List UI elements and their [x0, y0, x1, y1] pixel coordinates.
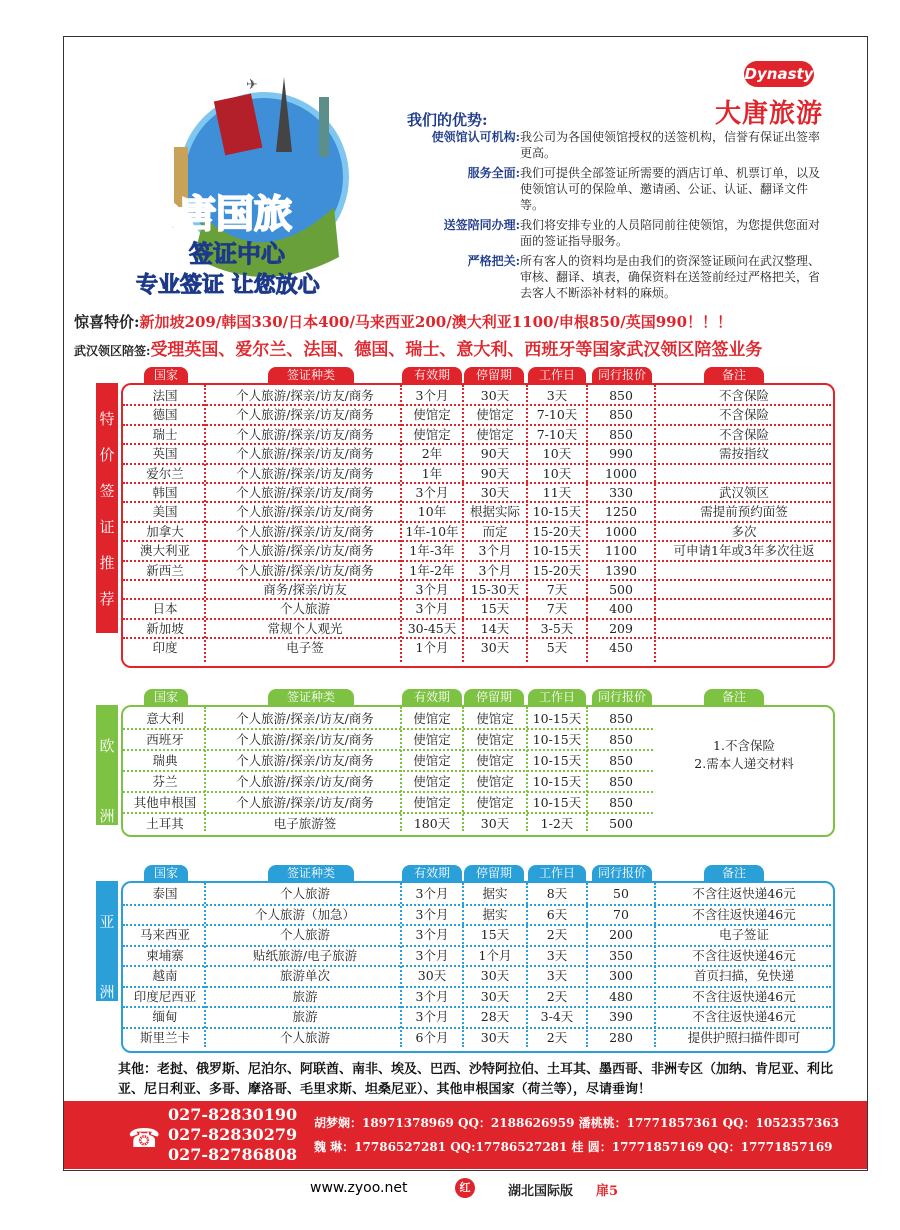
- table-cell: 个人旅游: [279, 927, 330, 942]
- table-cell: 个人旅游/探亲/访友/商务: [236, 407, 374, 423]
- table-cell: 使馆定: [413, 732, 451, 747]
- table-cell: 15-20天: [532, 523, 582, 539]
- table-cell: 2天: [546, 927, 568, 942]
- table-cell: 根据实际: [469, 504, 520, 520]
- table-cell: 据实: [482, 906, 508, 922]
- table-cell: 350: [609, 947, 633, 963]
- telephone-icon: ☎: [128, 1124, 161, 1154]
- table-cell: 15天: [480, 601, 510, 617]
- table-cell: 旅游: [292, 988, 318, 1004]
- table-cell: 15-20天: [532, 562, 582, 578]
- table-cell: 10-15天: [532, 543, 582, 559]
- table-cell: 使馆定: [413, 753, 451, 768]
- table-cell: 850: [609, 388, 633, 403]
- table-cell: 个人旅游/探亲/访友/商务: [236, 388, 374, 403]
- table-cell: 7-10天: [536, 407, 578, 423]
- column-header: 同行报价: [592, 865, 652, 881]
- table-cell: 个人旅游/探亲/访友/商务: [236, 795, 374, 810]
- table-cell: 1年: [421, 465, 443, 481]
- table-cell: 90天: [480, 446, 510, 462]
- table-cell: 个人旅游: [279, 1029, 330, 1045]
- column-header: 签证种类: [268, 367, 354, 383]
- column-header: 停留期: [464, 367, 524, 383]
- table-cell: 需按指纹: [718, 446, 769, 462]
- table-cell: 不含往返快递46元: [692, 886, 796, 901]
- table-cell: 武汉领区: [718, 485, 769, 500]
- table-cell: 1个月: [415, 640, 449, 656]
- table-cell: 10-15天: [532, 774, 582, 789]
- table-cell: 3个月: [415, 988, 449, 1004]
- table-cell: 首页扫描，免快递: [693, 968, 794, 983]
- column-header: 国家: [144, 865, 188, 881]
- table-cell: 不含保险: [718, 388, 769, 403]
- table-cell: 850: [609, 407, 633, 423]
- table-cell: 1100: [605, 543, 637, 559]
- table-cell: 30天: [480, 1029, 510, 1045]
- table-row: [64, 885, 844, 906]
- banner-title: 大唐国旅: [140, 192, 293, 236]
- red-badge-icon: 红: [455, 1178, 475, 1198]
- table-cell: 不含保险: [718, 407, 769, 423]
- column-header: 工作日: [528, 689, 586, 705]
- table-cell: 不含保险: [718, 426, 769, 442]
- column-header: 同行报价: [592, 367, 652, 383]
- table-cell: 280: [609, 1029, 633, 1045]
- banner-sub2: 专业签证 让您放心: [136, 273, 320, 298]
- advantage-item: 服务全面: 我们可提供全部签证所需要的酒店订单、机票订单，以及使领馆认可的保险单、邀请函、公证、认证、翻译文件等。: [467, 166, 821, 212]
- table-cell: 贴纸旅游/电子旅游: [252, 947, 358, 963]
- table-cell: 30-45天: [407, 620, 457, 636]
- svg-text:✈: ✈: [246, 77, 258, 93]
- table-cell: 电子签: [286, 640, 324, 656]
- table-cell: 西班牙: [146, 732, 184, 747]
- table-cell: 3个月: [415, 1009, 449, 1024]
- table-cell: 土耳其: [146, 816, 184, 831]
- table-cell: 个人旅游/探亲/访友/商务: [236, 543, 374, 559]
- table-cell: 180天: [413, 816, 451, 831]
- table-cell: 390: [609, 1009, 633, 1024]
- table-cell: 1-2天: [540, 816, 574, 831]
- column-header: 国家: [144, 367, 188, 383]
- table-cell: 3个月: [415, 582, 449, 597]
- table-cell: 15-30天: [470, 582, 520, 597]
- table-cell: 印度: [152, 640, 178, 656]
- table-cell: 斯里兰卡: [139, 1029, 190, 1045]
- table-cell: 5天: [546, 640, 568, 656]
- table-cell: 3个月: [415, 886, 449, 901]
- advantage-item: 严格把关: 所有客人的资料均是由我们的资深签证顾问在武汉整理、审核、翻译、填表，确保资料在送签前经过严格把关，省去客人不断添补材料的麻烦。: [467, 254, 821, 300]
- table-cell: 日本: [152, 601, 178, 617]
- table-cell: 30天: [480, 988, 510, 1004]
- table-cell: 瑞士: [152, 426, 178, 442]
- table-cell: 个人旅游/探亲/访友/商务: [236, 446, 374, 462]
- table-cell: 芬兰: [152, 774, 178, 789]
- table-cell: 7天: [546, 601, 568, 617]
- ad-page: [63, 36, 868, 1171]
- table-cell: 意大利: [146, 711, 184, 726]
- table-cell: 个人旅游/探亲/访友/商务: [236, 774, 374, 789]
- table-cell: 209: [609, 620, 633, 636]
- table-cell: 个人旅游/探亲/访友/商务: [236, 504, 374, 520]
- edition-label: 湖北国际版: [508, 1184, 574, 1199]
- table-cell: 70: [613, 906, 629, 922]
- table1-side-label: 特 价 签 证 推 荐: [96, 383, 118, 633]
- table-cell: 使馆定: [413, 774, 451, 789]
- visa-center-banner: [134, 57, 359, 302]
- table-cell: 德国: [152, 407, 178, 423]
- column-header: 有效期: [402, 865, 462, 881]
- dynasty-logo: Dynasty: [744, 61, 814, 87]
- banner-sub1: 签证中心: [189, 240, 285, 268]
- table-cell: 10-15天: [532, 711, 582, 726]
- table-cell: 据实: [482, 886, 508, 901]
- column-header: 停留期: [464, 689, 524, 705]
- table-cell: 2年: [421, 446, 443, 462]
- table-cell: 3-4天: [540, 1009, 574, 1024]
- table-cell: 480: [609, 988, 633, 1004]
- table-cell: 200: [609, 927, 633, 942]
- table-row: [64, 1029, 844, 1050]
- table-cell: 不含往返快递46元: [692, 906, 796, 922]
- table-cell: 使馆定: [476, 407, 514, 423]
- table-row: [64, 814, 844, 835]
- table-cell: 新加坡: [146, 620, 184, 636]
- table-cell: 使馆定: [413, 407, 451, 423]
- table-cell: 850: [609, 426, 633, 442]
- table-cell: 使馆定: [476, 426, 514, 442]
- table-cell: 1000: [605, 465, 637, 481]
- table-cell: 个人旅游/探亲/访友/商务: [236, 485, 374, 500]
- table-cell: 1年-2年: [409, 562, 455, 578]
- table-cell: 法国: [152, 388, 178, 403]
- website-link[interactable]: www.zyoo.net: [310, 1180, 408, 1196]
- table-cell: 850: [609, 711, 633, 726]
- table-cell: 10天: [542, 446, 572, 462]
- table-cell: 多次: [731, 523, 757, 539]
- table-cell: 而定: [482, 523, 508, 539]
- table-cell: 1年-3年: [409, 543, 455, 559]
- table2-side-label: 欧 洲: [96, 705, 118, 825]
- table-cell: 3天: [546, 947, 568, 963]
- column-header: 签证种类: [268, 865, 354, 881]
- table-cell: 10-15天: [532, 753, 582, 768]
- table-row: [64, 967, 844, 988]
- table-cell: 300: [609, 968, 633, 983]
- table-cell: 英国: [152, 446, 178, 462]
- table-cell: 990: [609, 446, 633, 462]
- column-header: 签证种类: [268, 689, 354, 705]
- table-cell: 澳大利亚: [139, 543, 190, 559]
- table-cell: 30天: [480, 485, 510, 500]
- table-cell: 个人旅游/探亲/访友/商务: [236, 523, 374, 539]
- table-cell: 越南: [152, 968, 178, 983]
- table-cell: 30天: [417, 968, 447, 983]
- table-cell: 6个月: [415, 1029, 449, 1045]
- column-header: 国家: [144, 689, 188, 705]
- table-cell: 30天: [480, 968, 510, 983]
- table-cell: 不含往返快递46元: [692, 988, 796, 1004]
- table-cell: 可申请1年或3年多次往返: [673, 543, 815, 559]
- table-cell: 450: [609, 640, 633, 656]
- table-cell: 500: [609, 816, 633, 831]
- table-cell: 电子签证: [718, 927, 769, 942]
- column-header: 停留期: [464, 865, 524, 881]
- table-cell: 缅甸: [152, 1009, 178, 1024]
- table3-side-label: 亚 洲: [96, 881, 118, 1001]
- table-cell: 个人旅游/探亲/访友/商务: [236, 753, 374, 768]
- table-cell: 需提前预约面签: [700, 504, 788, 520]
- table-cell: 30天: [480, 388, 510, 403]
- table-cell: 加拿大: [146, 523, 184, 539]
- table-cell: 个人旅游/探亲/访友/商务: [236, 711, 374, 726]
- contact-people: 胡梦娴：18971378969 QQ：2188626959 潘桃桃：17771857361 QQ：1052357363 魏 琳：17786527281 QQ:17786527281 桂 圆：17771857169 QQ：17771857169: [314, 1116, 840, 1154]
- table-cell: 3个月: [478, 562, 512, 578]
- table-cell: 850: [609, 774, 633, 789]
- table-row: [64, 906, 844, 927]
- table-cell: 7天: [546, 582, 568, 597]
- table-cell: 3个月: [415, 388, 449, 403]
- table-cell: 个人旅游/探亲/访友/商务: [236, 732, 374, 747]
- table-cell: 个人旅游（加急）: [254, 906, 355, 922]
- table-cell: 马来西亚: [139, 927, 190, 942]
- table-cell: 850: [609, 795, 633, 810]
- table-cell: 10-15天: [532, 504, 582, 520]
- table-cell: 3个月: [415, 906, 449, 922]
- table-cell: 商务/探亲/访友: [263, 582, 347, 597]
- promo-specials: 惊喜特价:新加坡209/韩国330/日本400/马来西亚200/澳大利亚1100/申根850/英国990！！！: [74, 313, 733, 331]
- promo-escort: 武汉领区陪签:受理英国、爱尔兰、法国、德国、瑞士、意大利、西班牙等国家武汉领区陪签业务: [74, 340, 763, 360]
- table-cell: 10天: [542, 465, 572, 481]
- table-cell: 30天: [480, 640, 510, 656]
- table-cell: 2天: [546, 988, 568, 1004]
- advantages-title: 我们的优势:: [407, 111, 488, 129]
- page-number: 扉5: [596, 1184, 619, 1199]
- table-cell: 新西兰: [146, 562, 184, 578]
- column-header: 工作日: [528, 367, 586, 383]
- table-cell: 6天: [546, 906, 568, 922]
- table-cell: 2天: [546, 1029, 568, 1045]
- table-cell: 使馆定: [476, 732, 514, 747]
- table-cell: 3个月: [415, 485, 449, 500]
- table-cell: 10-15天: [532, 732, 582, 747]
- table-row: [64, 1008, 844, 1029]
- table-cell: 500: [609, 582, 633, 597]
- table-cell: 瑞典: [152, 753, 178, 768]
- table-cell: 3天: [546, 968, 568, 983]
- table-cell: 个人旅游: [279, 601, 330, 617]
- table-row: [64, 947, 844, 968]
- table-cell: 850: [609, 732, 633, 747]
- table-cell: 旅游: [292, 1009, 318, 1024]
- table-cell: 50: [613, 886, 629, 901]
- table-cell: 电子旅游签: [273, 816, 337, 831]
- table-cell: 400: [609, 601, 633, 617]
- table-cell: 8天: [546, 886, 568, 901]
- table-cell: 使馆定: [413, 795, 451, 810]
- table-cell: 个人旅游/探亲/访友/商务: [236, 426, 374, 442]
- table-cell: 韩国: [152, 485, 178, 500]
- table-cell: 使馆定: [476, 711, 514, 726]
- table-cell: 3个月: [415, 947, 449, 963]
- table-cell: 3个月: [478, 543, 512, 559]
- table-cell: 使馆定: [413, 426, 451, 442]
- table-cell: 柬埔寨: [146, 947, 184, 963]
- table-cell: 个人旅游: [279, 886, 330, 901]
- column-header: 备注: [704, 367, 764, 383]
- table-cell: 印度尼西亚: [133, 988, 197, 1004]
- europe-note: 1.不含保险 2.需本人递交材料: [694, 738, 794, 771]
- table-cell: 7-10天: [536, 426, 578, 442]
- table-cell: 个人旅游/探亲/访友/商务: [236, 465, 374, 481]
- table-row: [64, 772, 844, 793]
- column-header: 有效期: [402, 689, 462, 705]
- table-cell: 使馆定: [413, 711, 451, 726]
- table-cell: 使馆定: [476, 753, 514, 768]
- table-cell: 爱尔兰: [146, 465, 184, 481]
- table-cell: 15天: [480, 927, 510, 942]
- other-countries: 其他：老挝、俄罗斯、尼泊尔、阿联酋、南非、埃及、巴西、沙特阿拉伯、土耳其、墨西哥、非洲专区（加纳、肯尼亚、利比亚、尼日利亚、多哥、摩洛哥、毛里求斯、坦桑尼亚）、其他申根国家（荷兰等），尽请垂询！: [118, 1062, 834, 1097]
- table-cell: 14天: [480, 620, 510, 636]
- table-row: [64, 709, 844, 730]
- table-cell: 10年: [417, 504, 447, 520]
- table-cell: 使馆定: [476, 795, 514, 810]
- column-header: 备注: [704, 865, 764, 881]
- table-cell: 3天: [546, 388, 568, 403]
- table-row: [64, 988, 844, 1009]
- table-cell: 提供护照扫描件即可: [687, 1029, 801, 1045]
- table-cell: 3-5天: [540, 620, 574, 636]
- brand-name: 大唐旅游: [715, 99, 824, 129]
- table-cell: 90天: [480, 465, 510, 481]
- table-cell: 1年-10年: [405, 523, 459, 539]
- table-cell: 个人旅游/探亲/访友/商务: [236, 562, 374, 578]
- table-row: [64, 639, 844, 658]
- table-cell: 1000: [605, 523, 637, 539]
- table-cell: 不含往返快递46元: [692, 947, 796, 963]
- table-cell: 使馆定: [476, 774, 514, 789]
- table-cell: 3个月: [415, 601, 449, 617]
- table-cell: 1个月: [478, 947, 512, 963]
- table-cell: 850: [609, 753, 633, 768]
- table-cell: 1250: [605, 504, 637, 520]
- table-cell: 常规个人观光: [267, 620, 343, 636]
- table-cell: 11天: [542, 485, 572, 500]
- advantage-item: 使领馆认可机构: 我公司为各国使领馆授权的送签机构，信誉有保证出签率更高。: [431, 130, 821, 160]
- table-cell: 美国: [152, 504, 178, 520]
- column-header: 备注: [704, 689, 764, 705]
- table-cell: 330: [609, 485, 633, 500]
- table-cell: 旅游单次: [279, 968, 330, 983]
- advantage-item: 送签陪同办理: 我们将安排专业的人员陪同前往使领馆，为您提供您面对面的签证指导服务。: [443, 218, 821, 248]
- phone-numbers: 027-82830190 027-82830279 027-82786808: [168, 1105, 298, 1164]
- table-row: [64, 926, 844, 947]
- table-row: [64, 793, 844, 814]
- table-cell: 10-15天: [532, 795, 582, 810]
- column-header: 工作日: [528, 865, 586, 881]
- column-header: 有效期: [402, 367, 462, 383]
- table-cell: 30天: [480, 816, 510, 831]
- table-cell: 不含往返快递46元: [692, 1009, 796, 1024]
- table-cell: 28天: [480, 1009, 510, 1024]
- table-cell: 3个月: [415, 927, 449, 942]
- table-cell: 其他申根国: [133, 795, 197, 810]
- contact-footer: [64, 1101, 867, 1169]
- table-cell: 泰国: [152, 886, 178, 901]
- column-header: 同行报价: [592, 689, 652, 705]
- table-cell: 1390: [605, 562, 637, 578]
